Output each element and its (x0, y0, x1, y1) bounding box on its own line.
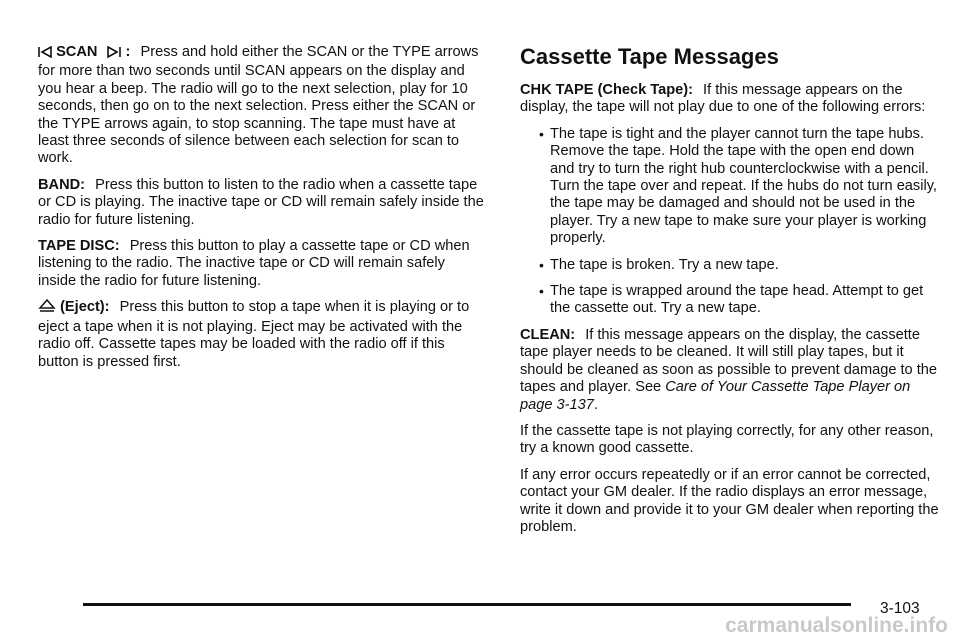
left-column (38, 44, 484, 380)
footer-rule (83, 603, 851, 606)
seek-back-icon (38, 46, 52, 63)
tape-disc-paragraph (38, 238, 484, 290)
bullet-dot-icon: • (539, 283, 544, 300)
error-list (520, 126, 940, 318)
band-label: BAND: (38, 176, 86, 193)
scan-colon: : (125, 44, 131, 60)
list-item (520, 257, 940, 274)
bullet-dot-icon: • (539, 256, 544, 273)
clean-paragraph (520, 327, 940, 414)
list-item-text: The tape is tight and the player cannot turn the tape hubs. Remove the tape. Hold the tape with the open end down and try to turn the right hub counterclockwise with a pencil. Turn the tape over and repeat. If the hubs do not turn easily, the tape may be damaged and should not be used in the player. Try a new tape to make sure your player is working properly. (550, 125, 937, 247)
right-column (520, 44, 940, 545)
eject-icon (38, 299, 56, 318)
bullet-dot-icon: • (539, 125, 544, 142)
dealer-paragraph: If any error occurs repeatedly or if an error cannot be corrected, contact your GM dealer. If the radio displays an error message, write it down and provide it to your GM dealer when reporting the problem. (520, 466, 939, 535)
band-text: Press this button to listen to the radio when a cassette tape or CD is playing. The inactive tape or CD will remain safely inside the radio for future listening. (38, 176, 484, 228)
tape-disc-text: Press this button to play a cassette tape or CD when listening to the radio. The inactive tape or CD will remain safely inside the radio for future listening. (38, 238, 470, 289)
clean-label: CLEAN: (520, 326, 576, 343)
good-cassette-paragraph: If the cassette tape is not playing correctly, for any other reason, try a known good cassette. (520, 422, 934, 457)
chk-tape-label: CHK TAPE (Check Tape): (520, 82, 693, 98)
clean-text: If this message appears on the display, the cassette tape player needs to be cleaned. It will still play tapes, but it should be cleaned as soon as possible to prevent damage to the tapes and player. See (520, 326, 938, 396)
chk-tape-paragraph (520, 82, 940, 117)
scan-label: SCAN (56, 44, 98, 60)
section-heading: Cassette Tape Messages (520, 44, 779, 69)
eject-label: (Eject): (60, 299, 110, 316)
scan-text: Press and hold either the SCAN or the TYPE arrows for more than two seconds until SCAN appears on the display and you hear a beep. The radio will go to the next selection, play for 10 seconds, then go on to the next selection. Press either the SCAN or the TYPE arrows again, to stop scanning. The tape must have at least three seconds of silence between each selection for scan to work. (38, 44, 479, 167)
seek-forward-icon (107, 46, 121, 63)
clean-end: . (593, 396, 598, 413)
band-paragraph (38, 177, 484, 229)
list-item-text: The tape is broken. Try a new tape. (550, 256, 779, 273)
chk-tape-text: If this message appears on the display, the tape will not play due to one of the following errors: (520, 82, 926, 116)
list-item (520, 283, 940, 318)
tape-disc-label: TAPE DISC: (38, 238, 120, 255)
list-item-text: The tape is wrapped around the tape head. Attempt to get the cassette out. Try a new tape. (550, 283, 924, 317)
scan-paragraph (38, 44, 484, 168)
list-item (520, 126, 940, 248)
eject-paragraph (38, 299, 484, 371)
watermark: carmanualsonline.info (725, 614, 948, 637)
eject-text: Press this button to stop a tape when it is playing or to eject a tape when it is not playing. Eject may be activated with the radio off. Cassette tapes may be loaded with the radio off if this button is pressed first. (38, 299, 470, 370)
page-number: 3-103 (880, 600, 920, 617)
cross-reference-link[interactable]: Care of Your Cassette Tape Player on page 3-137 (520, 379, 911, 413)
